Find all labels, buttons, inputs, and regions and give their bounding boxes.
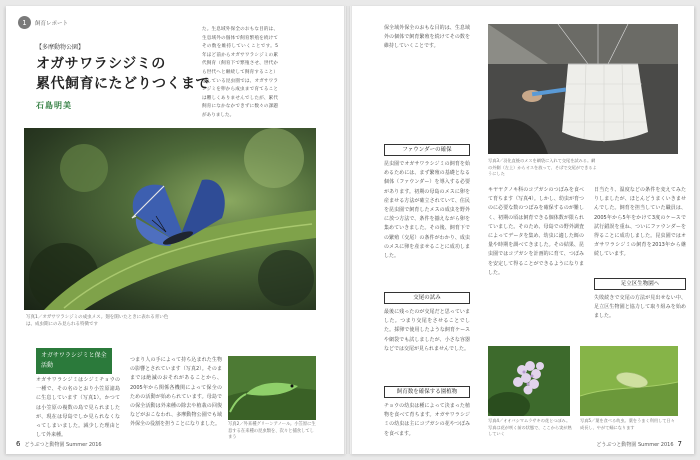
trial-column <box>384 308 470 354</box>
facility-column <box>594 294 686 322</box>
body-text-1: オガサワラシジミはシジミチョウの一種で、その名のとおり小笠原諸島に生息しています（写真1）。かつては小笠原の複数の島で見られましたが、現在は母島でしか見られなくなってしまいました。減少した理由として外来種。 <box>36 377 120 439</box>
right-folio <box>596 440 682 448</box>
larva-photo <box>580 346 678 416</box>
founder-text: 昆虫園でオガサワラシジミの飼育を始めるためには、まず繁殖の基礎となる個体（ファウンダー）を導入する必要があります。初期の母島のメスに卵を産ませる方法が確立されていて、住民を昆虫園で飼育したメスの成虫を野外に放つ方法で、条件を揃えながら卵を集めていきました。その後、飼育下での繁殖（交尾）の条件がわかり、成虫のメスに卵を産ませることに成功しました。 <box>384 161 470 260</box>
founder-column <box>384 160 470 261</box>
heading-plant: 飼育数を確保する園植物 <box>384 386 470 398</box>
right-text-3: 日当たり、温度などの条件を変えてみたりしましたが、ほとんどうまくいきませんでした。飼育を担当していた職員は、2005年から5年をかけて3度のケースで試行錯誤を重ね、ついにファウンダーを得ることに成功しました。昆虫園ではオガサワラシジミの飼育を2013年から継続しています。 <box>594 187 686 258</box>
net-illustration <box>488 24 678 154</box>
article-author: 石島明美 <box>36 101 72 110</box>
lead-text: た。生息域外保全のおもな目的は、生息域外の個体で飼育繁殖を続けてその数を維持していくことです。5年ほど前からオガサワラシジミの累代飼育（飼育下で繁殖させ、世代から世代へと継続して飼育すること）をしている昆虫園では、オガサワラシジミを卵から成虫まで育てることは難しくありませんでしたが、累代飼育になかなかできずに数々の課題がありました。 <box>202 27 278 118</box>
left-folio-title: どうぶつと動物園 Summer 2016 <box>24 442 102 448</box>
larva-illustration <box>580 346 678 416</box>
section-number: 1 <box>18 16 31 29</box>
book-gutter <box>344 6 352 454</box>
flower-illustration <box>488 346 570 416</box>
body-column-2 <box>130 356 222 430</box>
left-folio <box>16 440 102 448</box>
trial-text: 最後に残ったのが交尾だと思っていました。つまり交尾をさせることでした。採卵で使用したような飼育ケースや網袋でも試しましたが、小さな容器などでは交尾が見られませんでした。 <box>384 309 470 352</box>
right-folio-title: どうぶつと動物園 Summer 2016 <box>596 442 674 448</box>
facility-text: 失敗続きで交尾の方法が見出せない中、足立区生物園と協力して取り組みを始めました。 <box>594 295 686 320</box>
butterfly-illustration <box>24 128 316 310</box>
right-page <box>350 6 694 454</box>
flower-caption: 写真4／オオバシマムラサキの花とつぼみ。写真は花が咲く前の状態で、ここから実が熟していく <box>488 418 572 436</box>
plant-text: チョウの幼虫は種によって決まった植物を食べて育ちます。オガサワラシジミの幼虫は主にコブガシの花やつぼみを食べます。 <box>384 403 470 437</box>
right-intro-text: 保全域外保全のおもな目的は、生息域外の個体で飼育繁殖を続けてその数を維持していくことです。 <box>384 25 470 50</box>
lead-column <box>202 26 278 121</box>
heading-founder: ファウンダーの確保 <box>384 144 470 156</box>
heading-facility: 足立区生物園へ <box>594 278 686 290</box>
body-column-1 <box>36 376 120 440</box>
plant-column <box>384 402 470 439</box>
butterfly-photo <box>24 128 316 310</box>
anole-illustration <box>228 356 316 420</box>
section-tag <box>18 16 68 29</box>
right-column-2 <box>488 186 584 278</box>
title-line-2: 累代飼育にたどりつくまで <box>36 76 210 92</box>
left-page <box>6 6 346 454</box>
anole-photo <box>228 356 316 420</box>
article-title <box>36 54 210 94</box>
net-photo <box>488 24 678 154</box>
body-text-2: つまり人の手によって持ち込まれた生物の影響とされています（写真2）。そのままでは絶滅のおそれがあることから、2005年から関係各機関によって保全のための活動が始められています。母島での保全活動は外来種の除去や植栽の回復などがおこなわれ、多摩動物公園でも域外保全の役割を担うことになりました。 <box>130 357 222 428</box>
left-page-number: 6 <box>16 440 21 448</box>
larva-caption: 写真5／葉を食べる幼虫。葉をうまく利用して日々成長し、やがて蛹になります <box>580 418 675 430</box>
right-page-number: 7 <box>677 440 682 448</box>
flower-photo <box>488 346 570 416</box>
right-column-3 <box>594 186 686 260</box>
title-line-1: オガサワラシジミの <box>36 56 166 72</box>
section-label: 飼育レポート <box>35 20 69 27</box>
heading-trial: 交尾の試み <box>384 292 470 304</box>
right-text-2: キヤヤクノキ科のコブガシのつぼみを食べて育ちます（写真4）。しかし、幼虫が育つのに必要な数のつぼみを確保するのが難しく、初期の頃は飼育できる個体数が限られていました。そのため、母島での野外調査によってデータを集め、幼虫に適した餌の量や時期を調べてきました。その結果、昆虫園ではコブガシを計画的に育て、つぼみを安定して得ることができるようになりました。 <box>488 187 584 276</box>
butterfly-caption: 写真1／オガサワラシジミの成虫メス。翅を開いたときに表れる青い色は、成虫期にのみ見られる特徴です <box>26 315 169 327</box>
right-column-1 <box>384 24 470 52</box>
section-box-title: オガサワラシジミと保全活動 <box>36 348 112 374</box>
anole-caption: 写真2／外来種グリーンアノール。小笠原に生息する在来種の昆虫類を、次々と捕食してしまう <box>228 422 316 440</box>
net-caption: 写真3／羽化直後のメスを網袋に入れて交尾を試みる。網の外側（左上）からオスを放って、そばで交尾ができるようにした <box>488 158 597 176</box>
article-category: 【多摩動物公園】 <box>36 44 85 51</box>
